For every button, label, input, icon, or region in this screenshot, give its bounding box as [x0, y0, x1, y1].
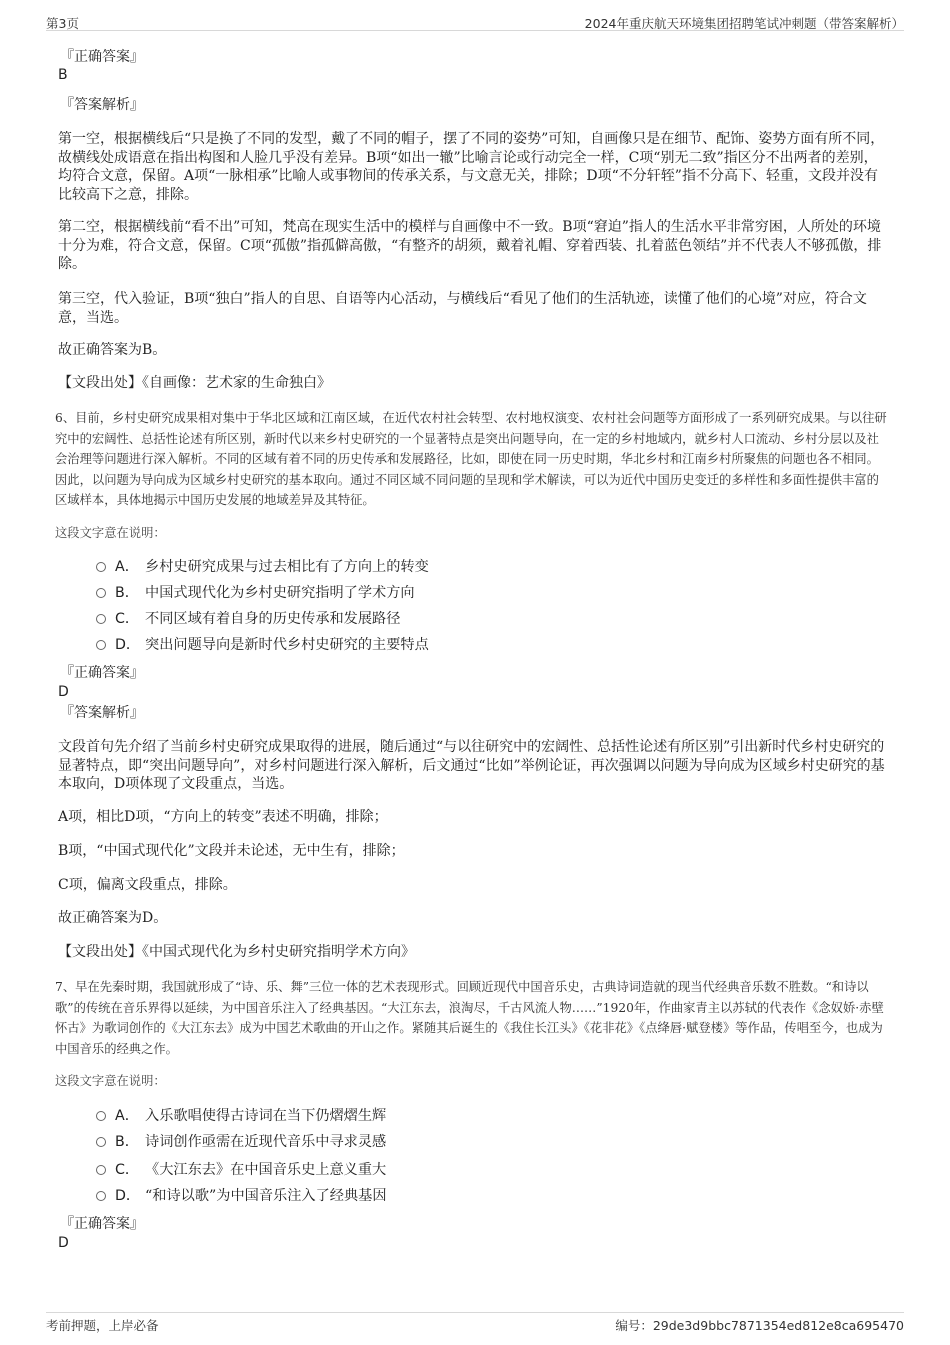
answer-label: 『正确答案』	[60, 665, 144, 681]
document-code: 编号：29de3d9bbc7871354ed812e8ca695470	[615, 1318, 904, 1333]
option-text: 乡村史研究成果与过去相比有了方向上的转变	[145, 559, 429, 575]
document-title: 2024年重庆航天环境集团招聘笔试冲刺题（带答案解析）	[584, 16, 904, 31]
option-text: 突出问题导向是新时代乡村史研究的主要特点	[145, 637, 429, 653]
question-prompt: 这段文字意在说明：	[55, 526, 166, 540]
option-c[interactable]	[96, 610, 400, 629]
option-text: 中国式现代化为乡村史研究指明了学术方向	[145, 585, 415, 601]
option-letter: C．	[115, 1162, 140, 1178]
option-text: 入乐歌唱使得古诗词在当下仍熠熠生辉	[145, 1108, 387, 1124]
option-letter: D．	[115, 637, 141, 653]
option-c[interactable]	[96, 1161, 386, 1180]
analysis-paragraph: C项，偏离文段重点，排除。	[58, 877, 237, 893]
page-footer	[46, 1312, 904, 1334]
analysis-label: 『答案解析』	[60, 97, 144, 113]
analysis-paragraph: 第二空，根据横线前“看不出”可知，梵高在现实生活中的模样与自画像中不一致。B项“窘迫”指人的生活水平非常穷困，人所处的环境十分为难，符合文意，保留。C项“孤傲”指孤僻高傲，“有整齐的胡须，戴着礼帽、穿着西装、扎着蓝色领结”并不代表人不够孤傲，排除。	[58, 219, 882, 273]
option-a[interactable]	[96, 1107, 386, 1126]
analysis-paragraph: 第三空，代入验证，B项“独白”指人的自思、自语等内心活动，与横线后“看见了他们的生活轨迹，读懂了他们的心境”对应，符合文意，当选。	[58, 291, 867, 326]
analysis-paragraph: 第一空，根据横线后“只是换了不同的发型，戴了不同的帽子，摆了不同的姿势”可知，自画像只是在细节、配饰、姿势方面有所不同，故横线处成语意在指出构图和人脸几乎没有差异。B项“如出一辙”比喻言论或行动完全一样，C项“别无二致”指区分不出两者的差别，均符合文意，保留。A项“一脉相承”比喻人或事物间的传承关系，与文意无关，排除；D项“不分轩轾”指不分高下、轻重，文段并没有比较高下之意，排除。	[58, 131, 885, 204]
option-a[interactable]	[96, 558, 429, 577]
option-letter: A．	[115, 559, 139, 575]
analysis-paragraph: 文段首句先介绍了当前乡村史研究成果取得的进展，随后通过“与以往研究中的宏阔性、总括性论述有所区别”引出新时代乡村史研究的显著特点，即“突出问题导向”，对乡村问题进行深入解析，后文通过“比如”举例论证，再次强调以问题为导向成为区域乡村史研究的基本取向，D项体现了文段重点，当选。	[58, 739, 885, 793]
source-citation: 【文段出处】《中国式现代化为乡村史研究指明学术方向》	[58, 944, 415, 960]
answer-value: D	[58, 684, 69, 700]
option-letter: B．	[115, 585, 139, 601]
option-letter: D．	[115, 1188, 141, 1204]
option-d[interactable]	[96, 1187, 387, 1206]
radio-icon[interactable]	[96, 1137, 106, 1147]
option-b[interactable]	[96, 1133, 386, 1152]
radio-icon[interactable]	[96, 588, 106, 598]
question-stem: 7、早在先秦时期，我国就形成了“诗、乐、舞”三位一体的艺术表现形式。回顾近现代中国音乐史，古典诗词造就的现当代经典音乐数不胜数。“和诗以歌”的传统在音乐界得以延续，为中国音乐注入了经典基因。“大江东去，浪淘尽，千古风流人物……”1920年，作曲家青主以苏轼的代表作《念奴娇·赤壁怀古》为歌词创作的《大江东去》成为中国艺术歌曲的开山之作。紧随其后诞生的《我住长江头》《花非花》《点绛唇·赋登楼》等作品，传唱至今，也成为中国音乐的经典之作。	[55, 980, 884, 1056]
analysis-label: 『答案解析』	[60, 705, 144, 721]
option-text: 《大江东去》在中国音乐史上意义重大	[145, 1162, 387, 1178]
radio-icon[interactable]	[96, 1111, 106, 1121]
answer-label: 『正确答案』	[60, 49, 144, 65]
answer-value: D	[58, 1235, 69, 1251]
footer-slogan: 考前押题，上岸必备	[46, 1318, 159, 1333]
option-letter: B．	[115, 1134, 139, 1150]
option-letter: C．	[115, 611, 140, 627]
analysis-paragraph: A项，相比D项，“方向上的转变”表述不明确，排除；	[58, 809, 388, 825]
page-header	[46, 8, 904, 31]
page-number: 第3页	[46, 16, 79, 31]
analysis-paragraph: B项，“中国式现代化”文段并未论述，无中生有，排除；	[58, 843, 405, 859]
radio-icon[interactable]	[96, 640, 106, 650]
conclusion: 故正确答案为B。	[58, 342, 167, 358]
option-d[interactable]	[96, 636, 429, 655]
option-letter: A．	[115, 1108, 139, 1124]
question-prompt: 这段文字意在说明：	[55, 1074, 166, 1088]
source-citation: 【文段出处】《自画像：艺术家的生命独白》	[58, 375, 331, 391]
option-text: “和诗以歌”为中国音乐注入了经典基因	[145, 1188, 387, 1204]
option-b[interactable]	[96, 584, 415, 603]
option-text: 诗词创作亟需在近现代音乐中寻求灵感	[145, 1134, 387, 1150]
radio-icon[interactable]	[96, 1165, 106, 1175]
radio-icon[interactable]	[96, 562, 106, 572]
option-text: 不同区域有着自身的历史传承和发展路径	[145, 611, 401, 627]
answer-label: 『正确答案』	[60, 1216, 144, 1232]
conclusion: 故正确答案为D。	[58, 910, 168, 926]
question-stem: 6、目前，乡村史研究成果相对集中于华北区域和江南区域，在近代农村社会转型、农村地权演变、农村社会问题等方面形成了一系列研究成果。与以往研究中的宏阔性、总括性论述有所区别，新时代以来乡村史研究的一个显著特点是突出问题导向，在一定的乡村地域内，就乡村人口流动、乡村分层以及社会治理等问题进行深入解析。不同的区域有着不同的历史传承和发展路径，比如，即使在同一历史时期，华北乡村和江南乡村所聚焦的问题也各不相同。因此，以问题为导向成为区域乡村史研究的基本取向。通过不同区域不同问题的呈现和学术解读，可以为近代中国历史变迁的多样性和多面性提供丰富的区域样本，具体地揭示中国历史发展的地域差异及其特征。	[55, 411, 887, 507]
answer-value: B	[58, 67, 68, 83]
radio-icon[interactable]	[96, 614, 106, 624]
radio-icon[interactable]	[96, 1191, 106, 1201]
